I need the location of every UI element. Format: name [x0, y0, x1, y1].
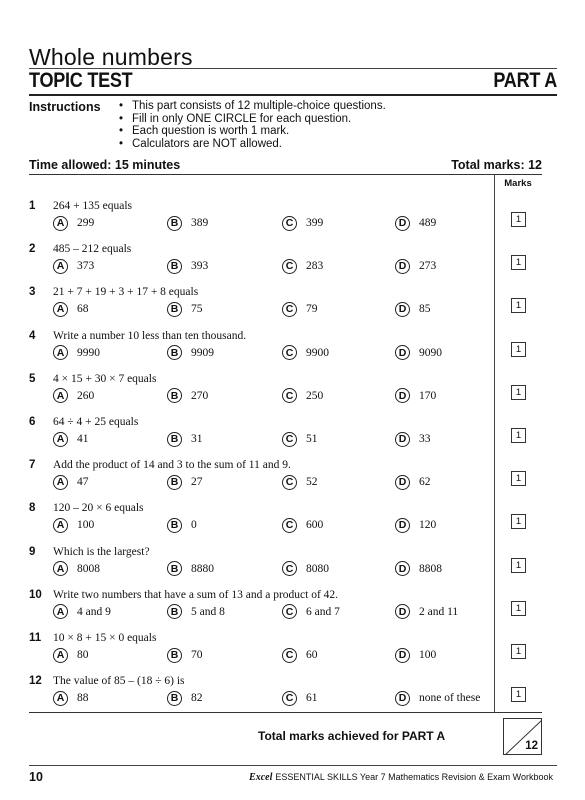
answer-option[interactable] — [167, 604, 225, 620]
answer-option[interactable] — [395, 431, 431, 447]
option-text: 373 — [77, 260, 95, 273]
option-circle[interactable]: A — [53, 518, 68, 533]
option-circle[interactable]: A — [53, 561, 68, 576]
option-circle[interactable]: A — [53, 648, 68, 663]
option-circle[interactable]: C — [282, 302, 297, 317]
bottom-divider — [29, 712, 542, 713]
option-circle[interactable]: C — [282, 388, 297, 403]
option-circle[interactable]: D — [395, 302, 410, 317]
mark-box[interactable]: 1 — [511, 514, 526, 529]
option-text: 60 — [306, 649, 318, 661]
question-text: 4 × 15 + 30 × 7 equals — [53, 372, 157, 385]
option-text: 4 and 9 — [77, 605, 111, 618]
answer-option[interactable] — [53, 301, 89, 317]
option-text: 600 — [306, 519, 324, 532]
option-text: 68 — [77, 303, 89, 316]
option-text: 27 — [191, 476, 203, 489]
option-text: 260 — [77, 389, 95, 402]
option-circle[interactable]: A — [53, 302, 68, 317]
page-number: 10 — [29, 770, 43, 784]
question-number: 8 — [29, 502, 36, 515]
option-circle[interactable]: A — [53, 345, 68, 360]
option-circle[interactable]: C — [282, 604, 297, 619]
answer-option[interactable] — [167, 517, 197, 533]
question-text: 120 – 20 × 6 equals — [53, 502, 144, 515]
option-text: 8008 — [77, 562, 100, 575]
header-thick-divider — [29, 94, 557, 96]
answer-option[interactable] — [282, 561, 329, 577]
option-text: 88 — [77, 692, 89, 705]
answer-option[interactable] — [167, 431, 203, 447]
marks-column-header: Marks — [504, 178, 532, 189]
question-number: 10 — [29, 588, 42, 601]
option-text: 273 — [419, 260, 437, 273]
question-3 — [29, 286, 545, 326]
option-circle[interactable]: B — [167, 216, 182, 231]
instructions-list — [118, 100, 386, 150]
option-text: 75 — [191, 303, 203, 316]
mark-box[interactable]: 1 — [511, 687, 526, 702]
answer-option[interactable] — [53, 345, 100, 361]
answer-option[interactable] — [167, 258, 208, 274]
answer-option[interactable] — [395, 301, 431, 317]
option-circle[interactable]: B — [167, 518, 182, 533]
option-text: 270 — [191, 389, 209, 402]
option-circle[interactable]: B — [167, 345, 182, 360]
option-circle[interactable]: A — [53, 604, 68, 619]
option-text: 82 — [191, 692, 203, 705]
mark-box[interactable]: 1 — [511, 342, 526, 357]
test-title: TOPIC TEST — [29, 69, 133, 92]
option-circle[interactable]: C — [282, 216, 297, 231]
option-text: 41 — [77, 433, 89, 445]
option-circle[interactable]: B — [167, 388, 182, 403]
answer-option[interactable] — [282, 301, 318, 317]
answer-option[interactable] — [282, 388, 323, 404]
option-circle[interactable]: B — [167, 691, 182, 706]
option-text: 299 — [77, 217, 95, 229]
answer-option[interactable] — [395, 388, 436, 404]
answer-option[interactable] — [282, 215, 323, 231]
option-circle[interactable]: D — [395, 345, 410, 360]
answer-option[interactable] — [167, 345, 214, 361]
answer-option[interactable] — [53, 690, 89, 706]
option-circle[interactable]: C — [282, 475, 297, 490]
instruction-item: • Fill in only ONE CIRCLE for each question. — [118, 113, 386, 126]
option-text: 70 — [191, 649, 203, 661]
option-text: 399 — [306, 217, 324, 229]
mark-box[interactable]: 1 — [511, 471, 526, 486]
option-text: 79 — [306, 303, 318, 316]
option-text: 100 — [77, 519, 95, 532]
option-text: 170 — [419, 389, 437, 402]
answer-option[interactable] — [167, 474, 203, 490]
footer-title — [249, 772, 553, 783]
answer-option[interactable] — [53, 604, 111, 620]
total-out-of: 12 — [525, 740, 538, 752]
option-circle[interactable]: D — [395, 691, 410, 706]
question-number: 2 — [29, 243, 36, 256]
option-text: 9909 — [191, 346, 214, 359]
option-circle[interactable]: B — [167, 302, 182, 317]
answer-option[interactable] — [282, 431, 318, 447]
topic-title: Whole numbers — [29, 44, 193, 70]
option-circle[interactable]: B — [167, 561, 182, 576]
option-circle[interactable]: C — [282, 345, 297, 360]
answer-option[interactable] — [53, 258, 94, 274]
option-circle[interactable]: C — [282, 648, 297, 663]
option-circle[interactable]: B — [167, 648, 182, 663]
instruction-item: • This part consists of 12 multiple-choice questions. — [118, 100, 386, 113]
option-circle[interactable]: B — [167, 475, 182, 490]
option-text: 489 — [419, 217, 437, 229]
footer-book-title: ESSENTIAL SKILLS Year 7 Mathematics Revision & Exam Workbook — [275, 772, 553, 782]
option-circle[interactable]: B — [167, 604, 182, 619]
option-circle[interactable]: A — [53, 475, 68, 490]
answer-option[interactable] — [53, 561, 100, 577]
option-circle[interactable]: D — [395, 561, 410, 576]
question-text: 485 – 212 equals — [53, 243, 132, 256]
question-text: Write a number 10 less than ten thousand. — [53, 329, 247, 342]
mark-box[interactable]: 1 — [511, 255, 526, 270]
question-12 — [29, 675, 545, 715]
option-text: 283 — [306, 260, 324, 273]
mark-box[interactable]: 1 — [511, 212, 526, 227]
option-circle[interactable]: D — [395, 388, 410, 403]
option-text: 389 — [191, 217, 209, 229]
option-text: 61 — [306, 692, 318, 705]
option-text: 8080 — [306, 562, 329, 575]
option-circle[interactable]: D — [395, 604, 410, 619]
option-circle[interactable]: A — [53, 216, 68, 231]
question-9 — [29, 546, 545, 586]
answer-option[interactable] — [282, 474, 318, 490]
mark-box[interactable]: 1 — [511, 644, 526, 659]
question-8 — [29, 502, 545, 542]
option-circle[interactable]: D — [395, 259, 410, 274]
option-text: 9990 — [77, 346, 100, 359]
question-5 — [29, 373, 545, 413]
mark-box[interactable]: 1 — [511, 385, 526, 400]
option-circle[interactable]: C — [282, 691, 297, 706]
footer-divider — [29, 765, 557, 766]
answer-option[interactable] — [395, 517, 436, 533]
question-number: 7 — [29, 459, 36, 472]
option-text: 33 — [419, 433, 431, 445]
mark-box[interactable]: 1 — [511, 428, 526, 443]
option-circle[interactable]: D — [395, 475, 410, 490]
option-text: 8808 — [419, 562, 442, 575]
option-circle[interactable]: D — [395, 648, 410, 663]
answer-option[interactable] — [395, 474, 431, 490]
answer-option[interactable] — [167, 561, 214, 577]
answer-option[interactable] — [282, 690, 318, 706]
option-text: 100 — [419, 649, 437, 661]
answer-option[interactable] — [395, 561, 442, 577]
option-circle[interactable]: A — [53, 259, 68, 274]
option-text: 52 — [306, 476, 318, 489]
option-text: 5 and 8 — [191, 605, 225, 618]
answer-option[interactable] — [167, 388, 208, 404]
question-11 — [29, 632, 545, 672]
answer-option[interactable] — [282, 258, 323, 274]
option-text: 120 — [419, 519, 437, 532]
option-circle[interactable]: C — [282, 561, 297, 576]
answer-option[interactable] — [53, 517, 94, 533]
question-number: 1 — [29, 200, 36, 212]
question-text: Write two numbers that have a sum of 13 and a product of 42. — [53, 588, 339, 601]
question-text: 264 + 135 equals — [53, 200, 132, 212]
question-7 — [29, 459, 545, 499]
answer-option[interactable] — [395, 647, 436, 663]
mark-box[interactable]: 1 — [511, 298, 526, 313]
option-circle[interactable]: B — [167, 432, 182, 447]
option-circle[interactable]: C — [282, 259, 297, 274]
option-text: 2 and 11 — [419, 605, 459, 618]
question-number: 4 — [29, 329, 36, 342]
question-2 — [29, 243, 545, 283]
option-text: 62 — [419, 476, 431, 489]
question-number: 5 — [29, 372, 36, 385]
time-allowed: Time allowed: 15 minutes — [29, 158, 181, 172]
instruction-item: • Each question is worth 1 mark. — [118, 125, 386, 138]
option-circle[interactable]: B — [167, 259, 182, 274]
question-6 — [29, 416, 545, 456]
question-number: 6 — [29, 416, 36, 428]
option-text: 31 — [191, 433, 203, 445]
option-text: 80 — [77, 649, 89, 661]
question-text: 21 + 7 + 19 + 3 + 17 + 8 equals — [53, 286, 199, 299]
option-circle[interactable]: D — [395, 518, 410, 533]
answer-option[interactable] — [167, 215, 208, 231]
instruction-item: • Calculators are NOT allowed. — [118, 138, 386, 151]
mark-box[interactable]: 1 — [511, 558, 526, 573]
option-text: none of these — [419, 692, 481, 705]
option-text: 8880 — [191, 562, 214, 575]
option-text: 51 — [306, 433, 318, 445]
answer-option[interactable] — [282, 517, 323, 533]
option-circle[interactable]: C — [282, 518, 297, 533]
option-circle[interactable]: D — [395, 216, 410, 231]
instructions-label: Instructions — [29, 100, 101, 114]
question-number: 11 — [29, 632, 42, 644]
answer-option[interactable] — [53, 647, 89, 663]
option-circle[interactable]: A — [53, 432, 68, 447]
answer-option[interactable] — [282, 345, 329, 361]
option-circle[interactable]: D — [395, 432, 410, 447]
question-text: Which is the largest? — [53, 545, 150, 558]
question-1 — [29, 200, 545, 240]
option-circle[interactable]: C — [282, 432, 297, 447]
option-text: 0 — [191, 519, 197, 532]
option-text: 250 — [306, 389, 324, 402]
total-achieved-box[interactable] — [503, 718, 542, 755]
answer-option[interactable] — [53, 431, 89, 447]
total-marks: Total marks: 12 — [451, 158, 542, 172]
answer-option[interactable] — [282, 647, 318, 663]
total-achieved-label: Total marks achieved for PART A — [258, 729, 446, 743]
option-circle[interactable]: A — [53, 388, 68, 403]
question-4 — [29, 330, 545, 370]
answer-option[interactable] — [282, 604, 340, 620]
answer-option[interactable] — [53, 215, 94, 231]
question-10 — [29, 589, 545, 629]
option-text: 85 — [419, 303, 431, 316]
answer-option[interactable] — [395, 215, 436, 231]
answer-option[interactable] — [395, 690, 480, 706]
option-text: 47 — [77, 476, 89, 489]
option-circle[interactable]: A — [53, 691, 68, 706]
mark-box[interactable]: 1 — [511, 601, 526, 616]
question-number: 3 — [29, 286, 36, 299]
option-text: 9900 — [306, 346, 329, 359]
answer-option[interactable] — [167, 690, 203, 706]
question-text: The value of 85 – (18 ÷ 6) is — [53, 675, 185, 688]
answer-option[interactable] — [53, 474, 89, 490]
answer-option[interactable] — [167, 647, 203, 663]
answer-option[interactable] — [395, 604, 458, 620]
option-text: 9090 — [419, 346, 442, 359]
section-divider — [29, 174, 542, 175]
part-title: PART A — [493, 69, 557, 92]
question-number: 12 — [29, 675, 42, 688]
answer-option[interactable] — [395, 258, 436, 274]
question-number: 9 — [29, 545, 36, 558]
answer-option[interactable] — [53, 388, 94, 404]
question-text: 64 ÷ 4 + 25 equals — [53, 416, 139, 428]
question-text: 10 × 8 + 15 × 0 equals — [53, 632, 157, 644]
question-text: Add the product of 14 and 3 to the sum of 11 and 9. — [53, 459, 291, 472]
footer-brand: Excel — [249, 772, 273, 783]
option-text: 393 — [191, 260, 209, 273]
answer-option[interactable] — [395, 345, 442, 361]
option-text: 6 and 7 — [306, 605, 340, 618]
answer-option[interactable] — [167, 301, 203, 317]
